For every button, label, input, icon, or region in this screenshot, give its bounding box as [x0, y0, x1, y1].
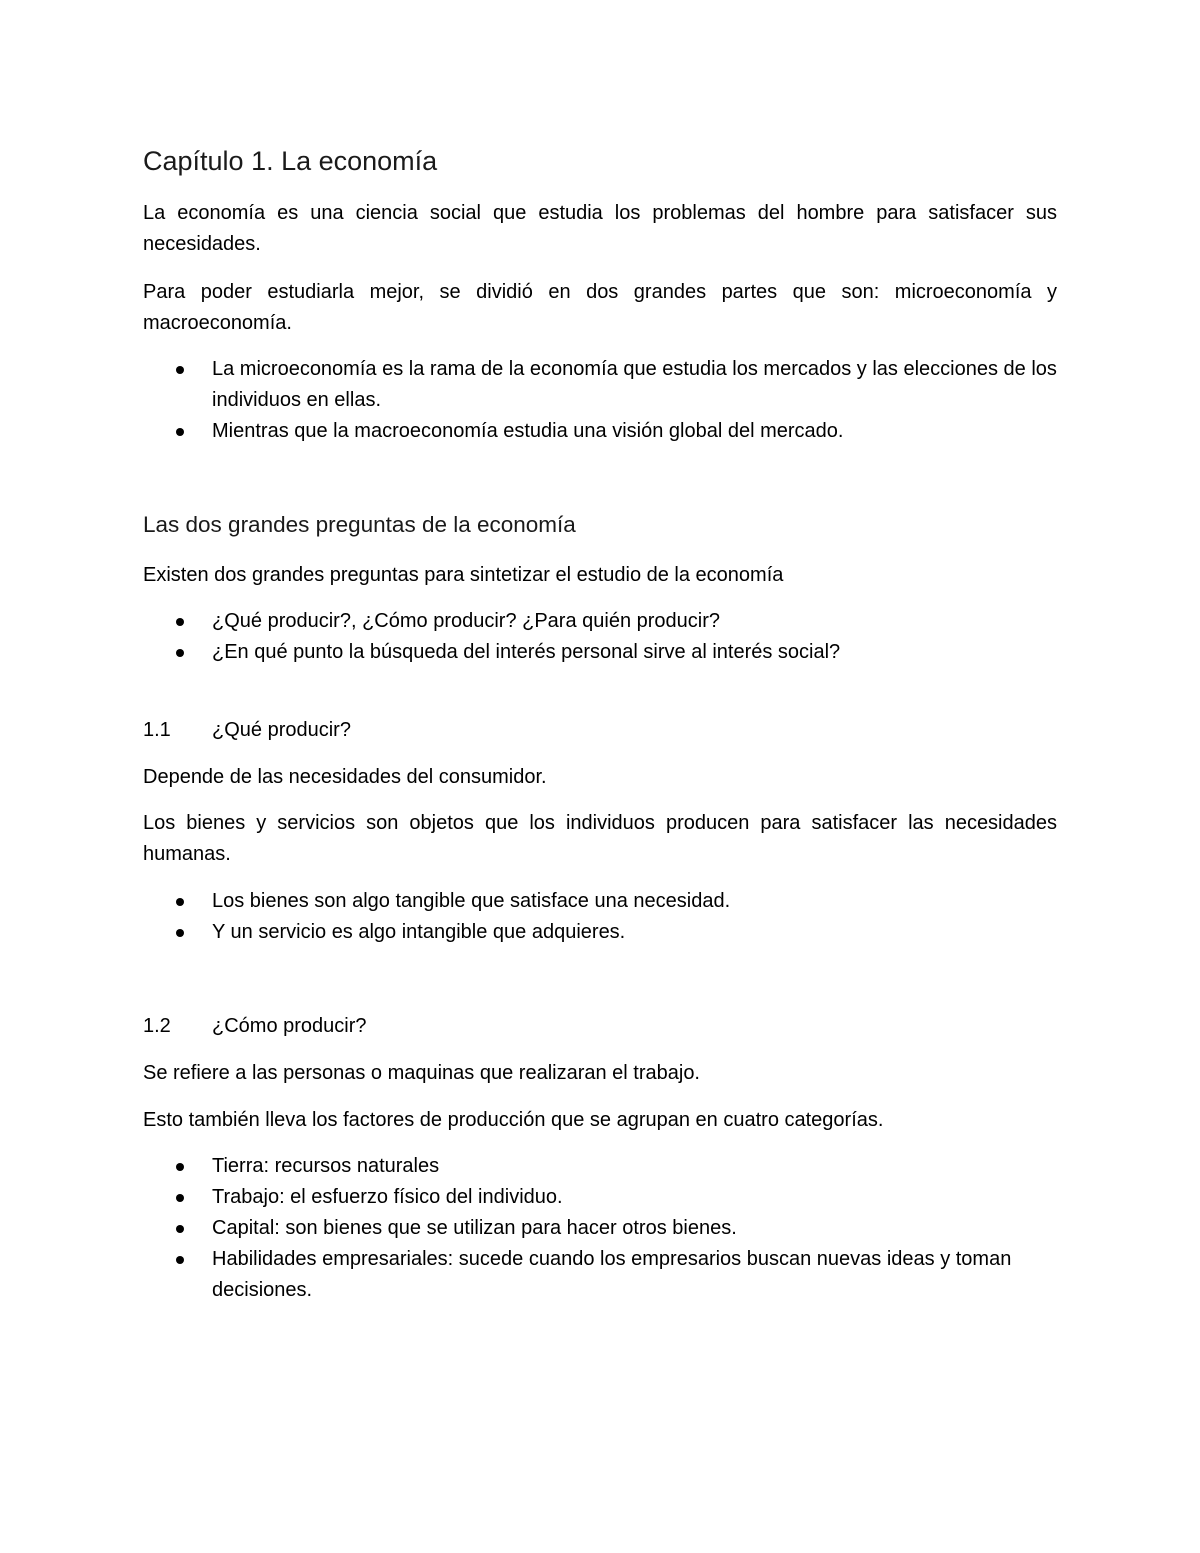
chapter-title: Capítulo 1. La economía [143, 146, 438, 176]
bullet-icon [176, 366, 184, 374]
section-number: 1.2 [143, 1015, 171, 1037]
bullet-icon [176, 929, 184, 937]
list-item [143, 354, 1057, 416]
section-1-2-paragraph-1: Se refiere a las personas o maquinas que realizaran el trabajo. [143, 1062, 700, 1084]
bullet-icon [176, 898, 184, 906]
section-title: ¿Cómo producir? [212, 1015, 367, 1037]
list-item-text: ¿Qué producir?, ¿Cómo producir? ¿Para quién producir? [212, 610, 721, 632]
section-heading-1-1 [143, 715, 351, 746]
section-title: ¿Qué producir? [212, 719, 351, 741]
list-item-text: Capital: son bienes que se utilizan para hacer otros bienes. [212, 1217, 737, 1239]
bullet-icon [176, 1225, 184, 1233]
list-item-text: Tierra: recursos naturales [212, 1155, 440, 1177]
intro-bullet-list [143, 354, 1057, 447]
list-item [143, 416, 1057, 447]
list-item [143, 1244, 1057, 1306]
bullet-icon [176, 1194, 184, 1202]
bullet-icon [176, 428, 184, 436]
bullet-icon [176, 649, 184, 657]
list-item-text: La microeconomía es la rama de la economía que estudia los mercados y las elecciones de los individuos en ellas. [212, 358, 1057, 411]
section-1-1-paragraph-2: Los bienes y servicios son objetos que los individuos producen para satisfacer las necesidades humanas. [143, 812, 1057, 865]
section-heading-questions: Las dos grandes preguntas de la economía [143, 512, 576, 537]
bullet-icon [176, 618, 184, 626]
list-item-text: Mientras que la macroeconomía estudia una visión global del mercado. [212, 420, 844, 442]
list-item [143, 637, 1057, 668]
section-1-2-paragraph-2: Esto también lleva los factores de producción que se agrupan en cuatro categorías. [143, 1109, 884, 1131]
bullet-icon [176, 1256, 184, 1264]
section-1-1-bullet-list [143, 886, 1057, 948]
questions-bullet-list [143, 606, 1057, 668]
section-1-2-bullet-list [143, 1151, 1057, 1306]
list-item [143, 917, 1057, 948]
questions-lead-paragraph: Existen dos grandes preguntas para sintetizar el estudio de la economía [143, 564, 784, 586]
list-item-text: ¿En qué punto la búsqueda del interés personal sirve al interés social? [212, 641, 841, 663]
list-item-text: Habilidades empresariales: sucede cuando los empresarios buscan nuevas ideas y toman decisiones. [212, 1248, 1012, 1301]
list-item [143, 1213, 1057, 1244]
list-item [143, 606, 1057, 637]
list-item [143, 1182, 1057, 1213]
section-1-1-paragraph-1: Depende de las necesidades del consumidor. [143, 766, 547, 788]
intro-paragraph-1: La economía es una ciencia social que estudia los problemas del hombre para satisfacer sus necesidades. [143, 202, 1057, 255]
section-heading-1-2 [143, 1011, 367, 1042]
list-item-text: Trabajo: el esfuerzo físico del individuo. [212, 1186, 563, 1208]
list-item [143, 1151, 1057, 1182]
list-item-text: Y un servicio es algo intangible que adquieres. [212, 921, 626, 943]
intro-paragraph-2: Para poder estudiarla mejor, se dividió en dos grandes partes que son: microeconomía y macroeconomía. [143, 281, 1057, 334]
bullet-icon [176, 1163, 184, 1171]
list-item [143, 886, 1057, 917]
section-number: 1.1 [143, 719, 171, 741]
list-item-text: Los bienes son algo tangible que satisface una necesidad. [212, 890, 731, 912]
